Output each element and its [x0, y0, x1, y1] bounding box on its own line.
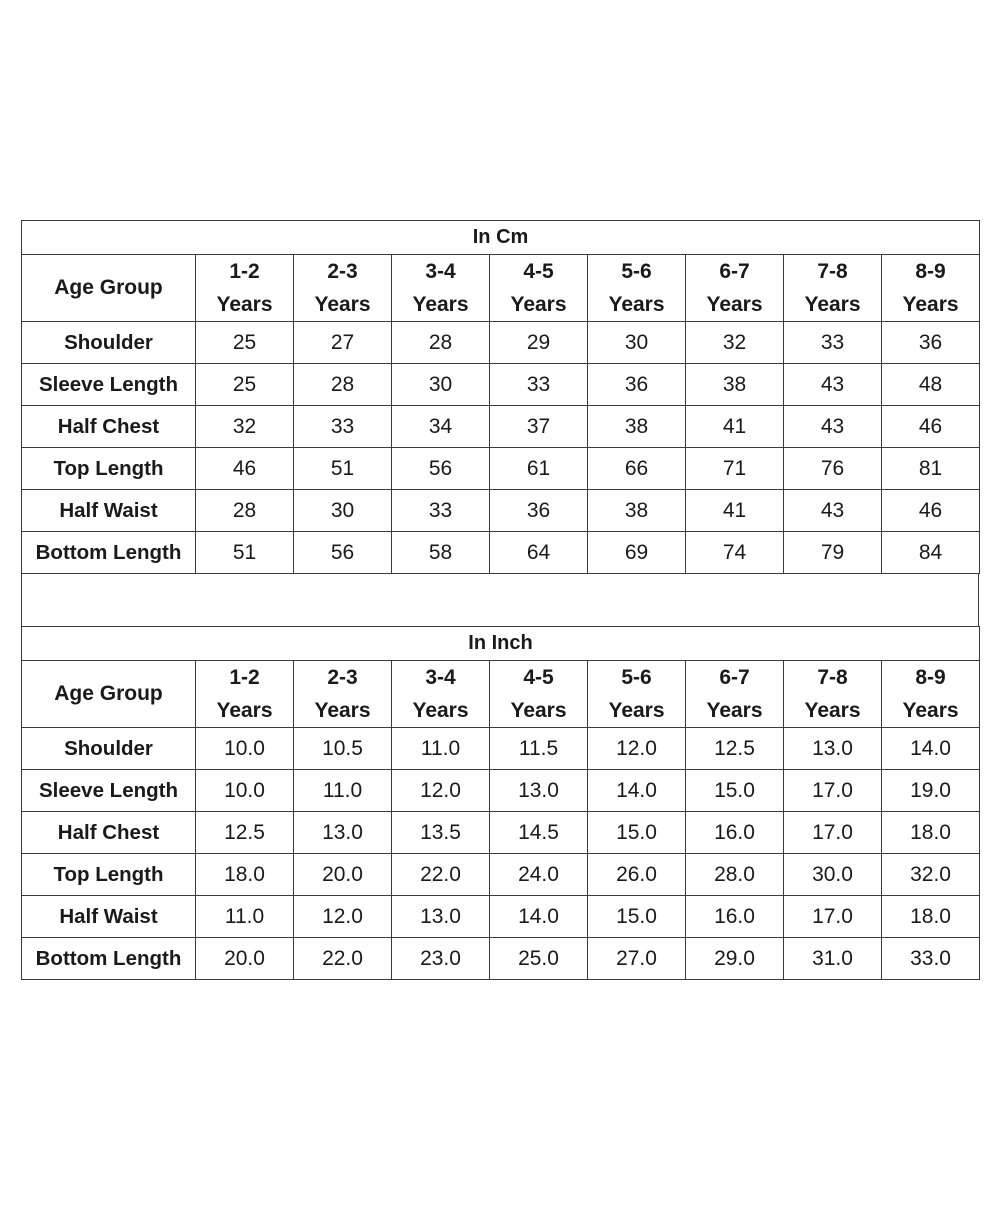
- table-cell: 43: [784, 490, 882, 532]
- table-cell: 11.5: [490, 728, 588, 770]
- row-label: Sleeve Length: [22, 770, 196, 812]
- table-cell: 28.0: [686, 854, 784, 896]
- row-label: Shoulder: [22, 728, 196, 770]
- table-cell: 14.0: [588, 770, 686, 812]
- table-cell: 43: [784, 406, 882, 448]
- table-title: In Cm: [22, 221, 980, 255]
- table-cell: 66: [588, 448, 686, 490]
- table-cell: 12.5: [686, 728, 784, 770]
- table-cell: 43: [784, 364, 882, 406]
- table-cell: 28: [294, 364, 392, 406]
- table-cell: 13.0: [490, 770, 588, 812]
- table-spacer: [21, 574, 979, 626]
- table-cell: 84: [882, 532, 980, 574]
- table-cell: 13.0: [392, 896, 490, 938]
- table-cell: 16.0: [686, 812, 784, 854]
- row-label: Bottom Length: [22, 532, 196, 574]
- age-group-label: Age Group: [22, 255, 196, 322]
- table-cell: 13.0: [294, 812, 392, 854]
- table-cell: 22.0: [392, 854, 490, 896]
- header-row: [22, 255, 980, 322]
- table-cell: 32: [686, 322, 784, 364]
- column-header: 5-6 Years: [588, 255, 686, 322]
- table-cell: 18.0: [882, 812, 980, 854]
- table-cell: 36: [490, 490, 588, 532]
- table-cell: 12.0: [392, 770, 490, 812]
- size-chart: [21, 220, 979, 996]
- table-cell: 26.0: [588, 854, 686, 896]
- table-cell: 15.0: [588, 812, 686, 854]
- table-cell: 10.0: [196, 728, 294, 770]
- table-cell: 41: [686, 406, 784, 448]
- table-cell: 38: [588, 406, 686, 448]
- table-row: [22, 322, 980, 364]
- table-cell: 51: [294, 448, 392, 490]
- table-cell: 27.0: [588, 938, 686, 980]
- table-cell: 17.0: [784, 770, 882, 812]
- table-cell: 29: [490, 322, 588, 364]
- table-cell: 16.0: [686, 896, 784, 938]
- table-cell: 28: [392, 322, 490, 364]
- row-label: Bottom Length: [22, 938, 196, 980]
- column-header: 1-2 Years: [196, 255, 294, 322]
- column-header: 3-4 Years: [392, 661, 490, 728]
- table-cell: 56: [294, 532, 392, 574]
- table-cell: 27: [294, 322, 392, 364]
- column-header: 4-5 Years: [490, 255, 588, 322]
- table-cell: 31.0: [784, 938, 882, 980]
- table-cell: 12.0: [294, 896, 392, 938]
- table-cell: 30: [588, 322, 686, 364]
- table-title: In Inch: [22, 627, 980, 661]
- column-header: 7-8 Years: [784, 661, 882, 728]
- table-cell: 34: [392, 406, 490, 448]
- table-cell: 15.0: [588, 896, 686, 938]
- table-row: [22, 938, 980, 980]
- table-cell: 17.0: [784, 896, 882, 938]
- table-cell: 10.0: [196, 770, 294, 812]
- table-cell: 13.5: [392, 812, 490, 854]
- header-row: [22, 661, 980, 728]
- table-cell: 33.0: [882, 938, 980, 980]
- table-row: [22, 364, 980, 406]
- table-cell: 61: [490, 448, 588, 490]
- table-cell: 17.0: [784, 812, 882, 854]
- row-label: Top Length: [22, 448, 196, 490]
- row-label: Top Length: [22, 854, 196, 896]
- row-label: Half Chest: [22, 406, 196, 448]
- column-header: 8-9 Years: [882, 661, 980, 728]
- table-cell: 24.0: [490, 854, 588, 896]
- table-cell: 69: [588, 532, 686, 574]
- table-cell: 46: [196, 448, 294, 490]
- table-cell: 30: [392, 364, 490, 406]
- table-cell: 20.0: [196, 938, 294, 980]
- row-label: Half Waist: [22, 490, 196, 532]
- table-row: [22, 812, 980, 854]
- table-cell: 11.0: [294, 770, 392, 812]
- column-header: 1-2 Years: [196, 661, 294, 728]
- table-cell: 79: [784, 532, 882, 574]
- table-cell: 64: [490, 532, 588, 574]
- row-label: Half Waist: [22, 896, 196, 938]
- table-cell: 41: [686, 490, 784, 532]
- table-cell: 36: [882, 322, 980, 364]
- table-cell: 58: [392, 532, 490, 574]
- table-cell: 23.0: [392, 938, 490, 980]
- table-cell: 33: [294, 406, 392, 448]
- table-cell: 19.0: [882, 770, 980, 812]
- column-header: 6-7 Years: [686, 661, 784, 728]
- row-label: Shoulder: [22, 322, 196, 364]
- table-cell: 37: [490, 406, 588, 448]
- table-cell: 71: [686, 448, 784, 490]
- column-header: 8-9 Years: [882, 255, 980, 322]
- size-table-cm: [21, 220, 980, 574]
- table-cell: 56: [392, 448, 490, 490]
- table-row: [22, 448, 980, 490]
- table-cell: 30: [294, 490, 392, 532]
- row-label: Sleeve Length: [22, 364, 196, 406]
- table-cell: 33: [784, 322, 882, 364]
- table-cell: 14.0: [490, 896, 588, 938]
- table-cell: 11.0: [392, 728, 490, 770]
- table-cell: 28: [196, 490, 294, 532]
- table-cell: 81: [882, 448, 980, 490]
- table-cell: 13.0: [784, 728, 882, 770]
- column-header: 5-6 Years: [588, 661, 686, 728]
- table-cell: 46: [882, 490, 980, 532]
- table-cell: 74: [686, 532, 784, 574]
- table-cell: 15.0: [686, 770, 784, 812]
- table-cell: 12.5: [196, 812, 294, 854]
- column-header: 2-3 Years: [294, 255, 392, 322]
- table-row: [22, 728, 980, 770]
- table-cell: 25: [196, 364, 294, 406]
- table-cell: 14.5: [490, 812, 588, 854]
- table-cell: 10.5: [294, 728, 392, 770]
- table-cell: 30.0: [784, 854, 882, 896]
- column-header: 2-3 Years: [294, 661, 392, 728]
- table-cell: 38: [686, 364, 784, 406]
- table-cell: 18.0: [882, 896, 980, 938]
- table-cell: 25.0: [490, 938, 588, 980]
- table-cell: 48: [882, 364, 980, 406]
- table-cell: 36: [588, 364, 686, 406]
- table-cell: 38: [588, 490, 686, 532]
- table-row: [22, 532, 980, 574]
- table-cell: 29.0: [686, 938, 784, 980]
- table-cell: 33: [490, 364, 588, 406]
- table-row: [22, 770, 980, 812]
- table-cell: 25: [196, 322, 294, 364]
- table-cell: 32: [196, 406, 294, 448]
- table-cell: 11.0: [196, 896, 294, 938]
- table-cell: 14.0: [882, 728, 980, 770]
- table-cell: 51: [196, 532, 294, 574]
- table-cell: 22.0: [294, 938, 392, 980]
- table-cell: 46: [882, 406, 980, 448]
- size-table-inch: [21, 626, 980, 980]
- table-cell: 18.0: [196, 854, 294, 896]
- column-header: 4-5 Years: [490, 661, 588, 728]
- table-row: [22, 490, 980, 532]
- column-header: 7-8 Years: [784, 255, 882, 322]
- table-row: [22, 854, 980, 896]
- table-cell: 33: [392, 490, 490, 532]
- table-row: [22, 896, 980, 938]
- table-cell: 76: [784, 448, 882, 490]
- table-cell: 32.0: [882, 854, 980, 896]
- column-header: 3-4 Years: [392, 255, 490, 322]
- column-header: 6-7 Years: [686, 255, 784, 322]
- table-row: [22, 406, 980, 448]
- age-group-label: Age Group: [22, 661, 196, 728]
- table-cell: 12.0: [588, 728, 686, 770]
- row-label: Half Chest: [22, 812, 196, 854]
- table-cell: 20.0: [294, 854, 392, 896]
